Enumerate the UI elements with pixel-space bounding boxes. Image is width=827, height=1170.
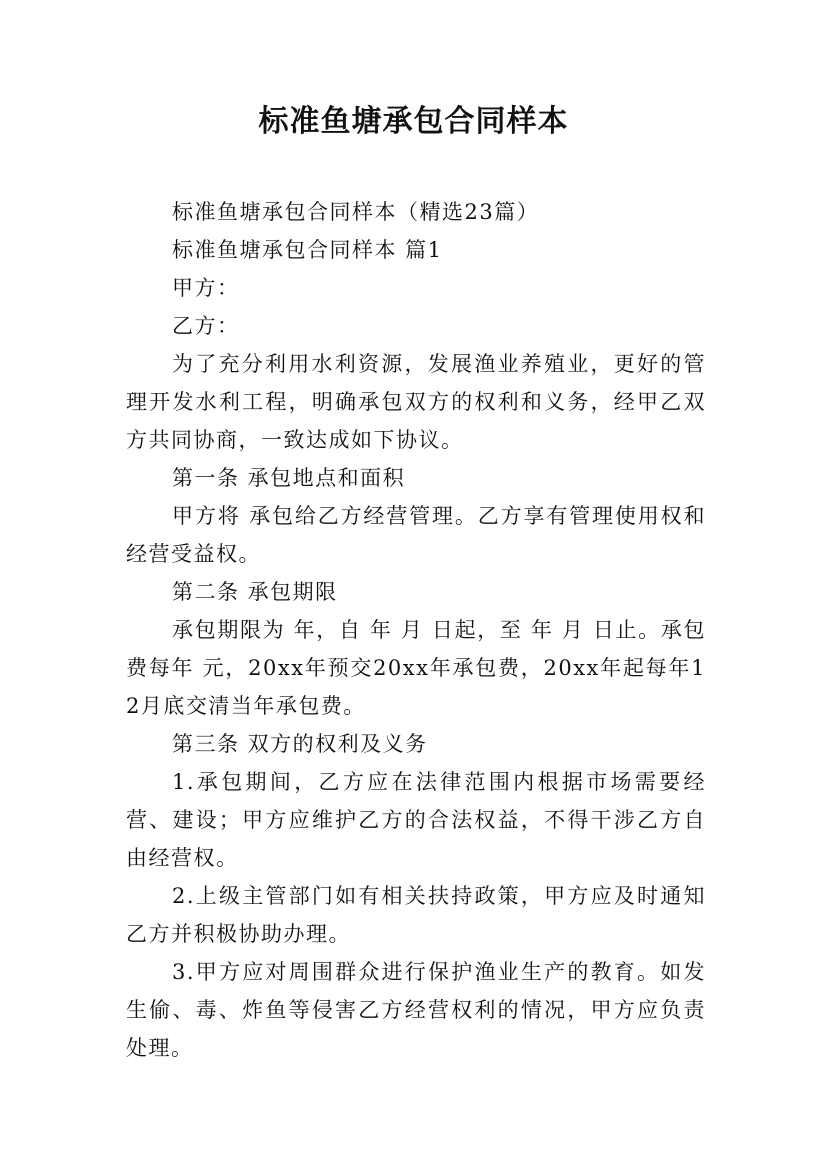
article-3-heading: 第三条 双方的权利及义务 xyxy=(172,732,428,756)
article-1-heading: 第一条 承包地点和面积 xyxy=(172,466,406,490)
party-b-paragraph: 乙方： xyxy=(172,314,240,338)
article-2-heading: 第二条 承包期限 xyxy=(172,580,338,604)
article-3-item-3: 3.甲方应对周围群众进行保护渔业生产的教育。如发生偷、毒、炸鱼等侵害乙方经营权利的情况，甲方应负责处理。 xyxy=(126,960,706,1060)
subtitle-paragraph: 标准鱼塘承包合同样本（精选23篇） xyxy=(172,200,540,224)
article-2-paragraph: 承包期限为 年，自 年 月 日起，至 年 月 日止。承包费每年 元，20xx年预交20xx年承包费，20xx年起每年12月底交清当年承包费。 xyxy=(126,618,706,718)
document-title: 标准鱼塘承包合同样本 xyxy=(258,104,569,139)
party-a-paragraph: 甲方： xyxy=(172,276,240,300)
article-3-item-2: 2.上级主管部门如有相关扶持政策，甲方应及时通知乙方并积极协助办理。 xyxy=(126,884,706,946)
preamble-paragraph: 为了充分利用水利资源，发展渔业养殖业，更好的管理开发水利工程，明确承包双方的权利和义务，经甲乙双方共同协商，一致达成如下协议。 xyxy=(126,352,706,452)
section-heading-paragraph: 标准鱼塘承包合同样本 篇1 xyxy=(172,238,443,262)
document-body xyxy=(126,193,706,1067)
article-1-paragraph: 甲方将 承包给乙方经营管理。乙方享有管理使用权和经营受益权。 xyxy=(126,504,706,566)
article-3-item-1: 1.承包期间，乙方应在法律范围内根据市场需要经营、建设；甲方应维护乙方的合法权益，不得干涉乙方自由经营权。 xyxy=(126,770,706,870)
